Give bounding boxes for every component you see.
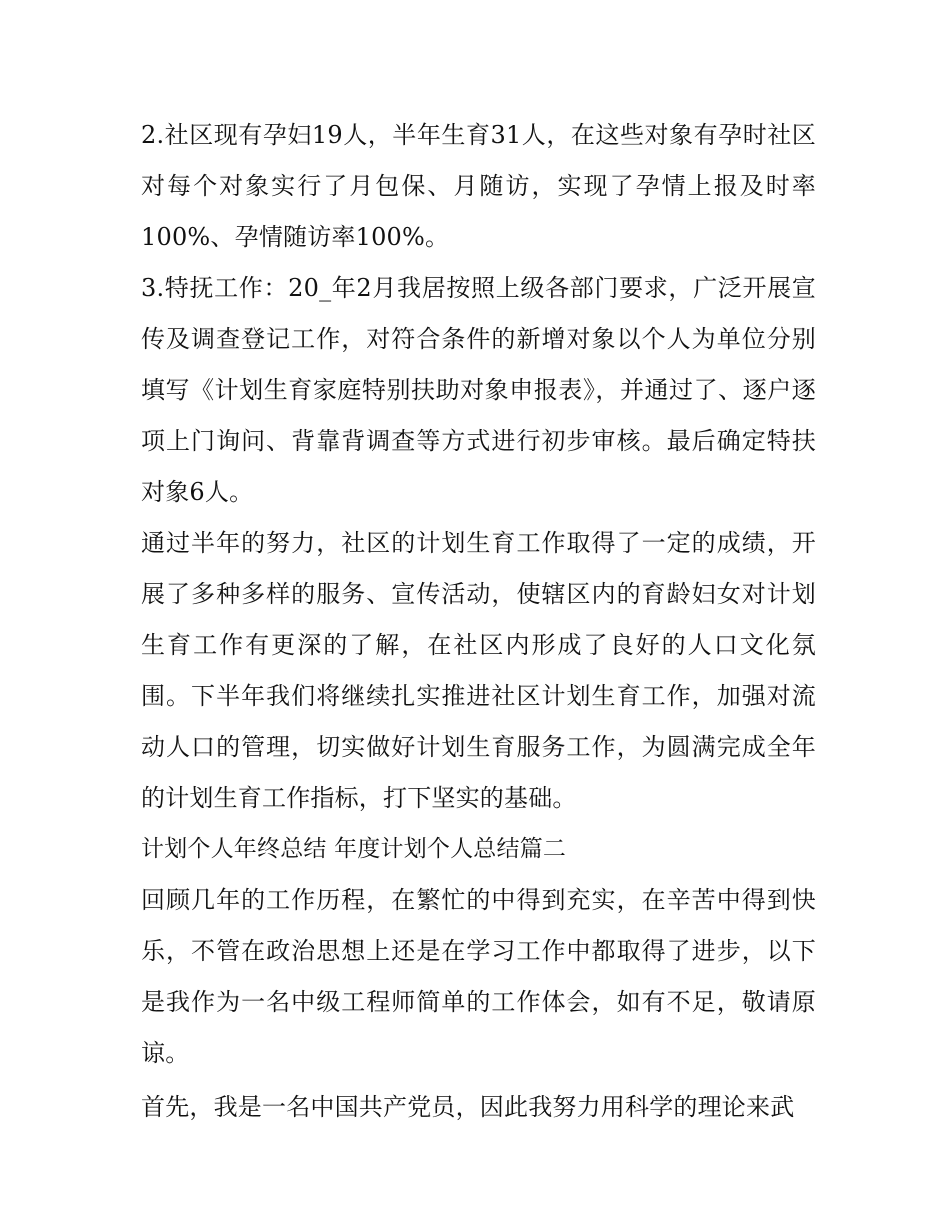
paragraph-work-review: 回顾几年的工作历程，在繁忙的中得到充实，在辛苦中得到快乐，不管在政治思想上还是在学习工作中都取得了进步，以下是我作为一名中级工程师简单的工作体会，如有不足，敬请原谅。 [141, 886, 816, 1067]
paragraph-party-member: 首先，我是一名中国共产党员，因此我努力用科学的理论来武 [141, 1093, 795, 1121]
paragraph-half-year-summary: 通过半年的努力，社区的计划生育工作取得了一定的成绩，开展了多种多样的服务、宣传活动，使辖区内的育龄妇女对计划生育工作有更深的了解，在社区内形成了良好的人口文化氛围。下半年我们将继续扎实推进社区计划生育工作，加强对流动人口的管理，切实做好计划生育服务工作，为圆满完成全年的计划生育工作指标，打下坚实的基础。 [141, 529, 816, 812]
paragraph-pregnancy-stats: 2.社区现有孕妇19人，半年生育31人，在这些对象有孕时社区对每个对象实行了月包保、月随访，实现了孕情上报及时率100%、孕情随访率100%。 [141, 121, 816, 251]
section-heading: 计划个人年终总结 年度计划个人总结篇二 [141, 836, 567, 862]
paragraph-special-support: 3.特抚工作：20_年2月我居按照上级各部门要求，广泛开展宣传及调查登记工作，对符合条件的新增对象以个人为单位分别填写《计划生育家庭特别扶助对象申报表》，并通过了、逐户逐项上门询问、背靠背调查等方式进行初步审核。最后确定特扶对象6人。 [141, 274, 816, 506]
document-body [141, 110, 816, 1133]
